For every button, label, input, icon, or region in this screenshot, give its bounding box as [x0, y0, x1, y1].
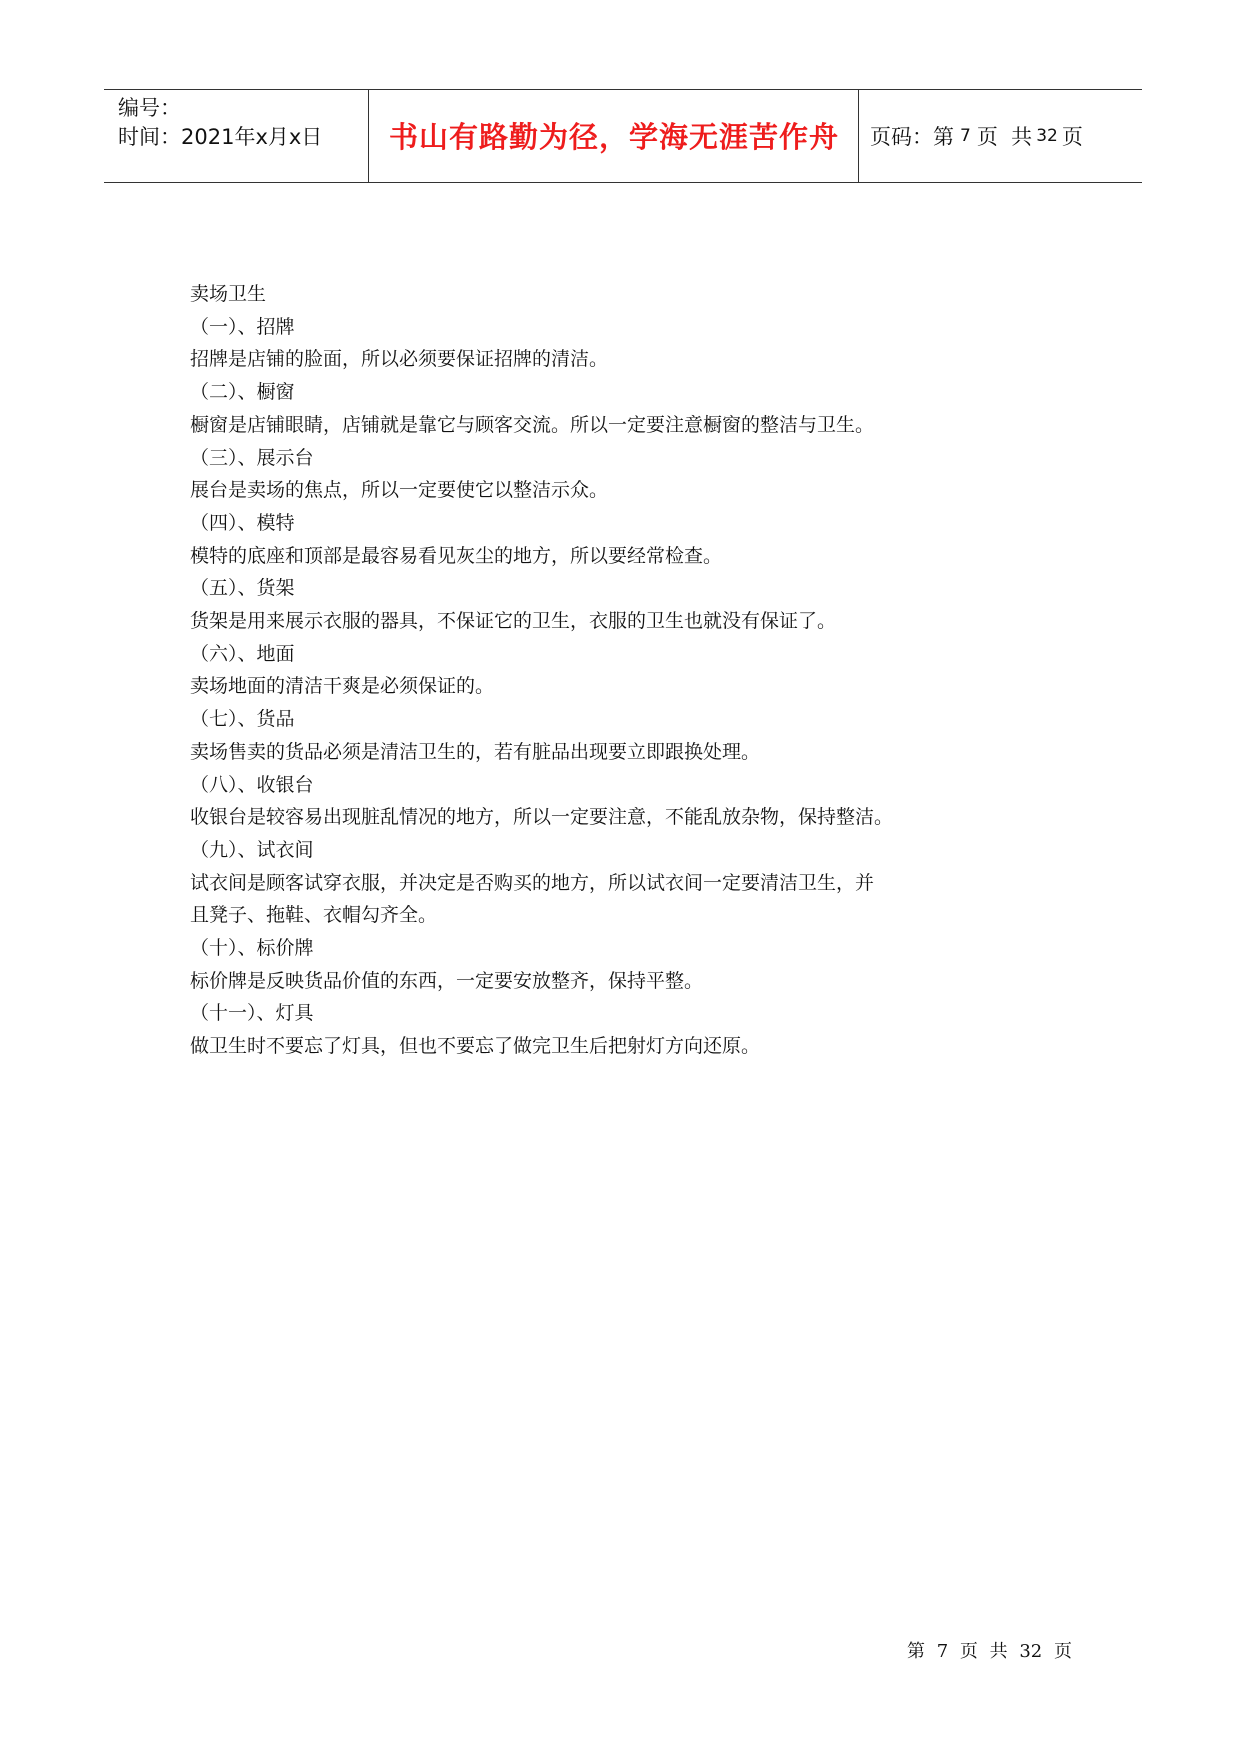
body-line: （十）、标价牌 [190, 937, 314, 960]
body-line: （八）、收银台 [190, 773, 314, 796]
body-line: 卖场地面的清洁干爽是必须保证的。 [190, 675, 495, 698]
body-line: 卖场卫生 [190, 283, 267, 305]
page-footer: 第 7 页 共 32 页 [907, 1641, 1072, 1662]
body-line: （一）、招牌 [190, 315, 295, 338]
body-line: 收银台是较容易出现脏乱情况的地方，所以一定要注意，不能乱放杂物，保持整洁。 [190, 806, 894, 829]
body-line: 招牌是店铺的脸面，所以必须要保证招牌的清洁。 [190, 348, 609, 371]
body-line: 橱窗是店铺眼睛，店铺就是靠它与顾客交流。所以一定要注意橱窗的整洁与卫生。 [190, 413, 875, 436]
body-line: 模特的底座和顶部是最容易看见灰尘的地方，所以要经常检查。 [190, 544, 723, 567]
document-number-label: 编号： [118, 96, 181, 120]
body-line: （七）、货品 [190, 708, 295, 731]
header-motto: 书山有路勤为径，学海无涯苦作舟 [388, 120, 839, 154]
body-line: （十一）、灯具 [190, 1002, 314, 1025]
page-code-current: 7 [960, 125, 971, 146]
body-line: 试衣间是顾客试穿衣服，并决定是否购买的地方，所以试衣间一定要清洁卫生，并 [190, 871, 875, 894]
page-code-total: 32 [1036, 125, 1058, 146]
header-page-code [870, 90, 1083, 181]
body-line: 展台是卖场的焦点，所以一定要使它以整洁示众。 [190, 479, 609, 502]
body-line: 且凳子、拖鞋、衣帽勾齐全。 [190, 904, 438, 927]
body-line: （二）、橱窗 [190, 381, 295, 404]
body-line: （九）、试衣间 [190, 838, 314, 861]
header-divider [858, 90, 859, 182]
body-line: （五）、货架 [190, 577, 295, 600]
header-meta [118, 94, 322, 152]
page-code-suffix: 页 [1061, 124, 1083, 149]
body-line: 货架是用来展示衣服的器具，不保证它的卫生，衣服的卫生也就没有保证了。 [190, 610, 837, 633]
body-line: 卖场售卖的货品必须是清洁卫生的，若有脏品出现要立即跟换处理。 [190, 740, 761, 763]
document-time: 时间：2021年x月x日 [118, 125, 323, 149]
body-line: （三）、展示台 [190, 446, 314, 469]
body-line: （六）、地面 [190, 642, 295, 665]
document-body [190, 278, 990, 1063]
body-line: （四）、模特 [190, 511, 295, 534]
header-divider [368, 90, 369, 182]
body-line: 做卫生时不要忘了灯具，但也不要忘了做完卫生后把射灯方向还原。 [190, 1035, 761, 1058]
page-code-prefix: 页码：第 [870, 124, 954, 149]
body-line: 标价牌是反映货品价值的东西，一定要安放整齐，保持平整。 [190, 969, 704, 992]
page-code-middle: 页 共 [976, 124, 1033, 149]
page-header [104, 89, 1142, 183]
